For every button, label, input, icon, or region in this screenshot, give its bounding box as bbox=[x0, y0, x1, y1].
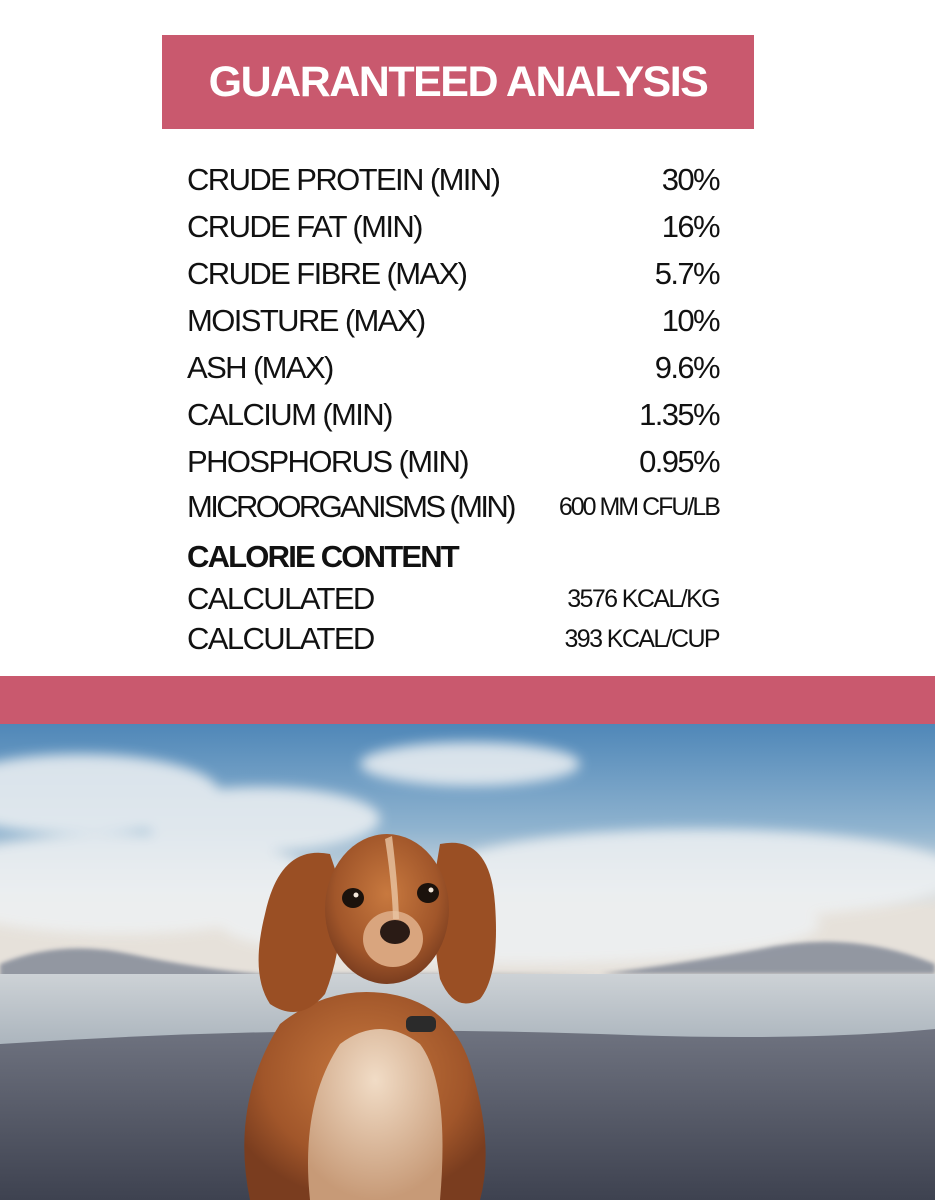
analysis-row-microorganisms bbox=[187, 485, 719, 529]
nutrient-value: 9.6% bbox=[654, 349, 719, 385]
nutrient-name: PHOSPHORUS (MIN) bbox=[187, 443, 468, 479]
analysis-row-crude-protein bbox=[187, 156, 719, 203]
dog-beach-photo bbox=[0, 724, 935, 1200]
calorie-label: CALCULATED bbox=[187, 581, 374, 616]
calorie-value: 393 KCAL/CUP bbox=[564, 624, 719, 653]
calorie-row-per-kg bbox=[187, 579, 719, 619]
nutrient-value: 16% bbox=[661, 208, 719, 244]
analysis-row-ash bbox=[187, 344, 719, 391]
nutrient-name: CRUDE FAT (MIN) bbox=[187, 208, 422, 244]
nutrient-name: CALCIUM (MIN) bbox=[187, 396, 392, 432]
analysis-row-calcium bbox=[187, 391, 719, 438]
nutrient-value: 0.95% bbox=[639, 443, 719, 479]
nutrient-value: 1.35% bbox=[639, 396, 719, 432]
calorie-value: 3576 KCAL/KG bbox=[567, 584, 719, 613]
analysis-row-crude-fibre bbox=[187, 250, 719, 297]
nutrient-name: MOISTURE (MAX) bbox=[187, 302, 425, 338]
nutrient-value: 10% bbox=[661, 302, 719, 338]
nutrient-value: 600 MM CFU/LB bbox=[558, 492, 719, 521]
nutrient-value: 5.7% bbox=[654, 255, 719, 291]
analysis-row-phosphorus bbox=[187, 438, 719, 485]
calorie-row-per-cup bbox=[187, 619, 719, 659]
nutrient-name: ASH (MAX) bbox=[187, 349, 333, 385]
analysis-row-crude-fat bbox=[187, 203, 719, 250]
page-title: GUARANTEED ANALYSIS bbox=[208, 57, 708, 106]
nutrient-name: CRUDE FIBRE (MAX) bbox=[187, 255, 467, 291]
guaranteed-analysis-banner bbox=[162, 35, 754, 129]
calorie-label: CALCULATED bbox=[187, 621, 374, 656]
nutrient-name: CRUDE PROTEIN (MIN) bbox=[187, 161, 500, 197]
analysis-row-moisture bbox=[187, 297, 719, 344]
nutrient-name: MICROORGANISMS (MIN) bbox=[187, 489, 514, 524]
accent-divider-band bbox=[0, 676, 935, 724]
calorie-content-heading: CALORIE CONTENT bbox=[187, 539, 458, 574]
nutrient-value: 30% bbox=[661, 161, 719, 197]
analysis-table bbox=[187, 156, 719, 659]
